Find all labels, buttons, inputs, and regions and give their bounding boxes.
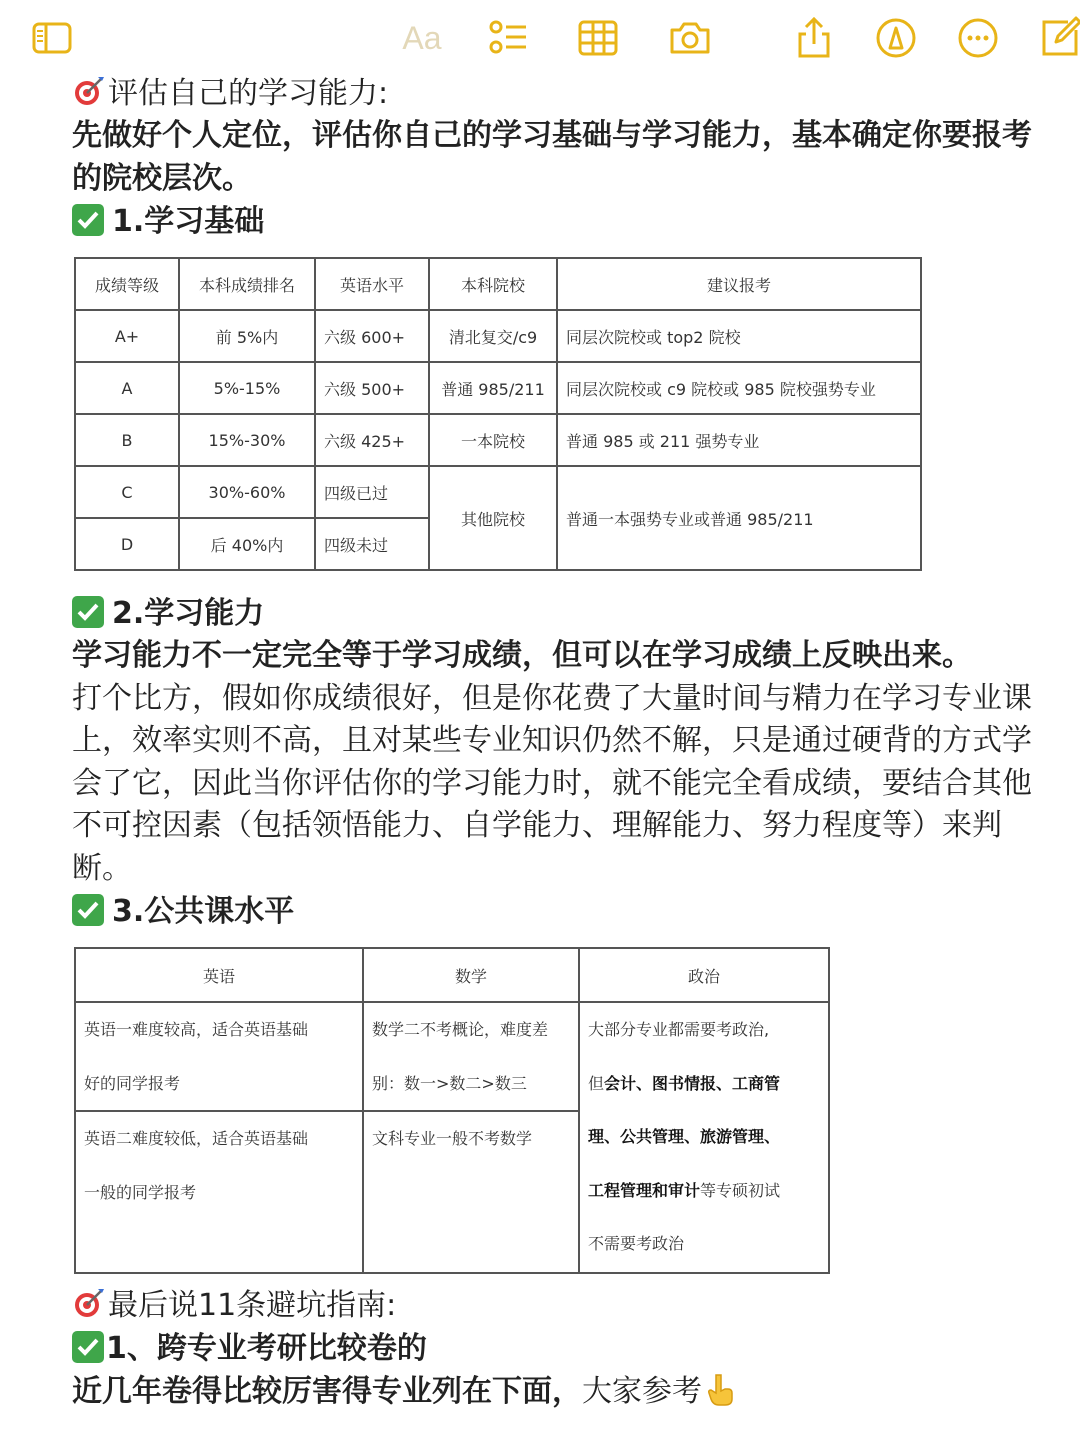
item2-body: 打个比方，假如你成绩很好，但是你花费了大量时间与精力在学习专业课上，效率实则不高，且对某些专业知识仍然不解，只是通过硬背的方式学会了它，因此当你评估你的学习能力时，就不能完全看成绩，要结合其他不可控因素（包括领悟能力、自学能力、理解能力、努力程度等）来判断。 [72, 680, 1032, 886]
compose-button[interactable] [1036, 14, 1080, 62]
table-button[interactable] [574, 14, 622, 62]
table-cell: 普通 985/211 [429, 362, 557, 414]
table-header-cell: 本科成绩排名 [179, 258, 315, 310]
table-row [75, 362, 921, 414]
share-icon [792, 16, 836, 60]
table-cell: 清北复交/c9 [429, 310, 557, 362]
checkmark-icon [72, 596, 104, 628]
cell-line-bold: 理、公共管理、旅游管理、 [588, 1127, 781, 1146]
cell-line: 一般的同学报考 [84, 1182, 197, 1202]
table-header-row [75, 948, 829, 1002]
note-body-continued[interactable] [72, 592, 1032, 933]
table-cell-merged: 普通一本强势专业或普通 985/211 [557, 466, 921, 570]
cell-line [588, 1057, 820, 1111]
table-cell: 同层次院校或 top2 院校 [557, 310, 921, 362]
table-cell: D [75, 518, 179, 570]
cell-text: 等专硕初试 [700, 1180, 781, 1200]
share-button[interactable] [790, 14, 838, 62]
math-cell [363, 1002, 579, 1111]
table-cell: 30%-60% [179, 466, 315, 518]
tip1-title: 1、跨专业考研比较卷的 [106, 1331, 427, 1366]
target-icon [72, 74, 106, 108]
cell-line: 数学二不考概论，难度差 [372, 1020, 549, 1039]
english-two-cell [75, 1111, 363, 1273]
table-cell: B [75, 414, 179, 466]
cell-line: 大部分专业都需要考政治, [588, 1020, 770, 1039]
cell-line: 不需要考政治 [588, 1234, 685, 1253]
checkmark-icon [72, 894, 104, 926]
table-row [75, 1002, 829, 1111]
item3-title-line [72, 890, 1032, 933]
format-button[interactable] [396, 14, 448, 62]
markup-button[interactable] [872, 14, 920, 62]
table-icon [576, 16, 620, 60]
table-header-cell: 政治 [579, 948, 829, 1002]
note-body-end[interactable] [72, 1284, 1032, 1413]
notes-toolbar [0, 0, 1080, 76]
compose-icon [1038, 16, 1080, 60]
table-row [75, 466, 921, 518]
section1-intro: 先做好个人定位，评估你自己的学习基础与学习能力，基本确定你要报考的院校层次。 [72, 118, 1032, 196]
camera-icon [668, 16, 712, 60]
table-cell: 5%-15% [179, 362, 315, 414]
table-cell: 四级未过 [315, 518, 429, 570]
item1-title: 1.学习基础 [112, 204, 265, 239]
checkmark-icon [72, 204, 104, 236]
item1-title-line [72, 200, 1032, 243]
more-icon [956, 16, 1000, 60]
more-button[interactable] [954, 14, 1002, 62]
checkmark-icon [72, 1331, 104, 1363]
markup-icon [874, 16, 918, 60]
table-header-cell: 建议报考 [557, 258, 921, 310]
table-header-cell: 成绩等级 [75, 258, 179, 310]
table-row [75, 414, 921, 466]
table-header-cell: 数学 [363, 948, 579, 1002]
tip1-bold: 近几年卷得比较厉害得专业列在下面， [72, 1374, 582, 1409]
tip1-title-line [72, 1327, 1032, 1370]
table-cell: 前 5%内 [179, 310, 315, 362]
politics-cell [579, 1002, 829, 1273]
camera-button[interactable] [666, 14, 714, 62]
table-cell: 同层次院校或 c9 院校或 985 院校强势专业 [557, 362, 921, 414]
table-cell: 六级 500+ [315, 362, 429, 414]
cell-line: 好的同学报考 [84, 1073, 181, 1093]
format-label: Aa [402, 19, 442, 56]
math-cell [363, 1111, 579, 1273]
checklist-icon [486, 16, 530, 60]
table-header-cell: 英语水平 [315, 258, 429, 310]
cell-line: 文科专业一般不考数学 [372, 1129, 533, 1148]
section1-heading: 评估自己的学习能力: [108, 76, 389, 111]
cell-line: 英语二难度较低，适合英语基础 [84, 1129, 309, 1148]
item2-bold: 学习能力不一定完全等于学习成绩，但可以在学习成绩上反映出来。 [72, 638, 972, 673]
table-cell: 四级已过 [315, 466, 429, 518]
checklist-button[interactable] [484, 14, 532, 62]
section2-heading: 最后说11条避坑指南: [108, 1288, 397, 1323]
table-cell: 六级 425+ [315, 414, 429, 466]
table-cell: C [75, 466, 179, 518]
target-icon [72, 1286, 106, 1320]
cell-line: 英语一难度较高，适合英语基础 [84, 1020, 309, 1039]
table-cell: 普通 985 或 211 强势专业 [557, 414, 921, 466]
cell-text: 但 [588, 1073, 605, 1093]
tip1-body-line [72, 1370, 1032, 1413]
sidebar-toggle-button[interactable] [28, 14, 76, 62]
table-cell: 15%-30% [179, 414, 315, 466]
item3-title: 3.公共课水平 [112, 894, 295, 929]
cell-line [588, 1164, 820, 1218]
table-cell: A [75, 362, 179, 414]
english-one-cell [75, 1002, 363, 1111]
note-body[interactable] [72, 70, 1032, 243]
tip1-tail: 大家参考 [582, 1374, 702, 1409]
cell-text-bold: 工程管理和审计 [588, 1180, 701, 1200]
item2-title: 2.学习能力 [112, 596, 265, 631]
table-cell: 六级 600+ [315, 310, 429, 362]
sidebar-icon [30, 16, 74, 60]
item2-title-line [72, 592, 1032, 635]
table-cell: 一本院校 [429, 414, 557, 466]
table-cell: 后 40%内 [179, 518, 315, 570]
cell-line: 别：数一>数二>数三 [372, 1073, 527, 1093]
table-cell: A+ [75, 310, 179, 362]
section2-heading-line [72, 1284, 1032, 1327]
table-cell-merged: 其他院校 [429, 466, 557, 570]
table-header-cell: 本科院校 [429, 258, 557, 310]
section1-heading-line [72, 72, 1032, 115]
cell-text-bold: 会计、图书情报、工商管 [604, 1073, 781, 1093]
table-row [75, 310, 921, 362]
table-header-row [75, 258, 921, 310]
pointing-down-icon [706, 1373, 734, 1407]
table-header-cell: 英语 [75, 948, 363, 1002]
study-foundation-table [74, 257, 922, 571]
public-courses-table [74, 947, 830, 1274]
